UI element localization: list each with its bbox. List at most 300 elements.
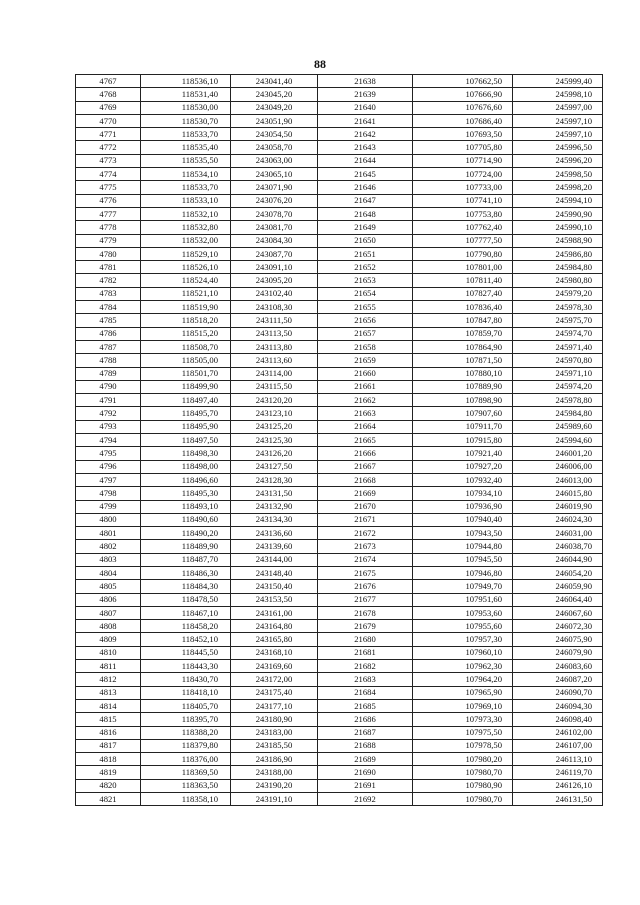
table-row	[76, 633, 603, 646]
table-row	[76, 434, 603, 447]
y-coordinate-cell-2: 246013,00	[513, 473, 603, 486]
x-coordinate-cell: 118532,10	[141, 207, 231, 220]
x-coordinate-cell-2: 107762,40	[413, 221, 513, 234]
x-coordinate-cell-2: 107859,70	[413, 327, 513, 340]
y-coordinate-cell: 243063,00	[231, 154, 318, 167]
x-coordinate-cell-2: 107978,50	[413, 739, 513, 752]
coordinates-table	[75, 74, 603, 806]
y-coordinate-cell: 243180,90	[231, 713, 318, 726]
x-coordinate-cell-2: 107705,80	[413, 141, 513, 154]
y-coordinate-cell: 243169,60	[231, 660, 318, 673]
point-number-cell-2: 21639	[318, 88, 413, 101]
y-coordinate-cell-2: 246075,90	[513, 633, 603, 646]
x-coordinate-cell: 118508,70	[141, 340, 231, 353]
x-coordinate-cell-2: 107949,70	[413, 580, 513, 593]
x-coordinate-cell: 118496,60	[141, 473, 231, 486]
point-number-cell-2: 21691	[318, 779, 413, 792]
x-coordinate-cell: 118495,90	[141, 420, 231, 433]
point-number-cell-2: 21671	[318, 513, 413, 526]
x-coordinate-cell-2: 107953,60	[413, 606, 513, 619]
point-number-cell-2: 21660	[318, 367, 413, 380]
x-coordinate-cell-2: 107946,80	[413, 566, 513, 579]
y-coordinate-cell: 243113,60	[231, 354, 318, 367]
y-coordinate-cell: 243144,00	[231, 553, 318, 566]
y-coordinate-cell: 243049,20	[231, 101, 318, 114]
point-number-cell-2: 21690	[318, 766, 413, 779]
y-coordinate-cell-2: 246131,50	[513, 793, 603, 806]
point-number-cell-2: 21689	[318, 753, 413, 766]
y-coordinate-cell-2: 246083,60	[513, 660, 603, 673]
point-number-cell-2: 21667	[318, 460, 413, 473]
point-number-cell-2: 21658	[318, 340, 413, 353]
table-row	[76, 620, 603, 633]
point-number-cell: 4800	[76, 513, 141, 526]
table-row	[76, 194, 603, 207]
table-row	[76, 487, 603, 500]
x-coordinate-cell-2: 107960,10	[413, 646, 513, 659]
table-row	[76, 221, 603, 234]
point-number-cell: 4808	[76, 620, 141, 633]
point-number-cell: 4796	[76, 460, 141, 473]
y-coordinate-cell: 243126,20	[231, 447, 318, 460]
x-coordinate-cell: 118535,50	[141, 154, 231, 167]
point-number-cell: 4777	[76, 207, 141, 220]
y-coordinate-cell-2: 245974,20	[513, 380, 603, 393]
x-coordinate-cell: 118395,70	[141, 713, 231, 726]
y-coordinate-cell-2: 246015,80	[513, 487, 603, 500]
point-number-cell: 4783	[76, 287, 141, 300]
page-number: 88	[314, 57, 326, 71]
y-coordinate-cell: 243120,20	[231, 394, 318, 407]
y-coordinate-cell: 243164,80	[231, 620, 318, 633]
y-coordinate-cell-2: 246072,30	[513, 620, 603, 633]
x-coordinate-cell: 118490,20	[141, 527, 231, 540]
x-coordinate-cell: 118358,10	[141, 793, 231, 806]
x-coordinate-cell: 118519,90	[141, 301, 231, 314]
table-row	[76, 660, 603, 673]
point-number-cell: 4810	[76, 646, 141, 659]
y-coordinate-cell-2: 245988,90	[513, 234, 603, 247]
y-coordinate-cell: 243102,40	[231, 287, 318, 300]
y-coordinate-cell: 243177,10	[231, 699, 318, 712]
x-coordinate-cell: 118363,50	[141, 779, 231, 792]
point-number-cell: 4790	[76, 380, 141, 393]
table-row	[76, 739, 603, 752]
point-number-cell-2: 21648	[318, 207, 413, 220]
y-coordinate-cell: 243188,00	[231, 766, 318, 779]
point-number-cell: 4774	[76, 168, 141, 181]
point-number-cell: 4789	[76, 367, 141, 380]
point-number-cell: 4785	[76, 314, 141, 327]
point-number-cell-2: 21651	[318, 247, 413, 260]
x-coordinate-cell: 118430,70	[141, 673, 231, 686]
x-coordinate-cell: 118505,00	[141, 354, 231, 367]
y-coordinate-cell: 243041,40	[231, 75, 318, 88]
point-number-cell: 4782	[76, 274, 141, 287]
y-coordinate-cell: 243132,90	[231, 500, 318, 513]
y-coordinate-cell: 243045,20	[231, 88, 318, 101]
y-coordinate-cell-2: 246087,20	[513, 673, 603, 686]
point-number-cell-2: 21644	[318, 154, 413, 167]
x-coordinate-cell: 118532,00	[141, 234, 231, 247]
y-coordinate-cell: 243081,70	[231, 221, 318, 234]
x-coordinate-cell: 118418,10	[141, 686, 231, 699]
x-coordinate-cell: 118369,50	[141, 766, 231, 779]
y-coordinate-cell: 243185,50	[231, 739, 318, 752]
x-coordinate-cell: 118533,70	[141, 128, 231, 141]
point-number-cell: 4804	[76, 566, 141, 579]
table-row	[76, 753, 603, 766]
point-number-cell: 4773	[76, 154, 141, 167]
table-row	[76, 646, 603, 659]
table-row	[76, 101, 603, 114]
point-number-cell-2: 21656	[318, 314, 413, 327]
table-row	[76, 606, 603, 619]
y-coordinate-cell-2: 246126,10	[513, 779, 603, 792]
y-coordinate-cell: 243134,30	[231, 513, 318, 526]
table-row	[76, 247, 603, 260]
x-coordinate-cell-2: 107847,80	[413, 314, 513, 327]
y-coordinate-cell-2: 246098,40	[513, 713, 603, 726]
y-coordinate-cell: 243128,30	[231, 473, 318, 486]
x-coordinate-cell: 118489,90	[141, 540, 231, 553]
table-row	[76, 500, 603, 513]
point-number-cell: 4767	[76, 75, 141, 88]
x-coordinate-cell-2: 107714,90	[413, 154, 513, 167]
y-coordinate-cell: 243113,80	[231, 340, 318, 353]
table-row	[76, 793, 603, 806]
x-coordinate-cell: 118521,10	[141, 287, 231, 300]
y-coordinate-cell-2: 246031,00	[513, 527, 603, 540]
y-coordinate-cell-2: 245990,10	[513, 221, 603, 234]
x-coordinate-cell-2: 107936,90	[413, 500, 513, 513]
x-coordinate-cell: 118443,30	[141, 660, 231, 673]
table-row	[76, 168, 603, 181]
y-coordinate-cell-2: 245997,00	[513, 101, 603, 114]
y-coordinate-cell: 243136,60	[231, 527, 318, 540]
point-number-cell: 4793	[76, 420, 141, 433]
x-coordinate-cell-2: 107975,50	[413, 726, 513, 739]
x-coordinate-cell-2: 107921,40	[413, 447, 513, 460]
point-number-cell-2: 21672	[318, 527, 413, 540]
table-body	[76, 75, 603, 806]
point-number-cell: 4797	[76, 473, 141, 486]
table-row	[76, 460, 603, 473]
point-number-cell-2: 21679	[318, 620, 413, 633]
y-coordinate-cell: 243076,20	[231, 194, 318, 207]
y-coordinate-cell: 243183,00	[231, 726, 318, 739]
y-coordinate-cell: 243148,40	[231, 566, 318, 579]
table-row	[76, 380, 603, 393]
y-coordinate-cell-2: 245999,40	[513, 75, 603, 88]
y-coordinate-cell-2: 246119,70	[513, 766, 603, 779]
point-number-cell-2: 21664	[318, 420, 413, 433]
point-number-cell-2: 21682	[318, 660, 413, 673]
point-number-cell: 4812	[76, 673, 141, 686]
table-row	[76, 699, 603, 712]
x-coordinate-cell-2: 107811,40	[413, 274, 513, 287]
y-coordinate-cell-2: 246054,20	[513, 566, 603, 579]
x-coordinate-cell: 118498,00	[141, 460, 231, 473]
table-row	[76, 141, 603, 154]
x-coordinate-cell-2: 107733,00	[413, 181, 513, 194]
y-coordinate-cell: 243125,30	[231, 434, 318, 447]
point-number-cell-2: 21645	[318, 168, 413, 181]
table-row	[76, 527, 603, 540]
table-row	[76, 128, 603, 141]
y-coordinate-cell: 243127,50	[231, 460, 318, 473]
table-row	[76, 580, 603, 593]
x-coordinate-cell-2: 107964,20	[413, 673, 513, 686]
y-coordinate-cell-2: 245997,10	[513, 114, 603, 127]
point-number-cell-2: 21677	[318, 593, 413, 606]
table-row	[76, 566, 603, 579]
x-coordinate-cell: 118535,40	[141, 141, 231, 154]
x-coordinate-cell-2: 107973,30	[413, 713, 513, 726]
x-coordinate-cell: 118526,10	[141, 261, 231, 274]
x-coordinate-cell-2: 107777,50	[413, 234, 513, 247]
x-coordinate-cell: 118524,40	[141, 274, 231, 287]
point-number-cell: 4801	[76, 527, 141, 540]
y-coordinate-cell: 243054,50	[231, 128, 318, 141]
point-number-cell: 4794	[76, 434, 141, 447]
table-row	[76, 234, 603, 247]
table-row	[76, 593, 603, 606]
x-coordinate-cell-2: 107980,70	[413, 766, 513, 779]
y-coordinate-cell-2: 245997,10	[513, 128, 603, 141]
point-number-cell-2: 21653	[318, 274, 413, 287]
x-coordinate-cell: 118497,50	[141, 434, 231, 447]
y-coordinate-cell: 243139,60	[231, 540, 318, 553]
x-coordinate-cell: 118379,80	[141, 739, 231, 752]
point-number-cell: 4805	[76, 580, 141, 593]
y-coordinate-cell-2: 245998,20	[513, 181, 603, 194]
point-number-cell: 4817	[76, 739, 141, 752]
point-number-cell-2: 21666	[318, 447, 413, 460]
y-coordinate-cell-2: 246102,00	[513, 726, 603, 739]
y-coordinate-cell-2: 246067,60	[513, 606, 603, 619]
table-row	[76, 513, 603, 526]
x-coordinate-cell-2: 107662,50	[413, 75, 513, 88]
x-coordinate-cell-2: 107943,50	[413, 527, 513, 540]
table-row	[76, 181, 603, 194]
y-coordinate-cell-2: 245970,80	[513, 354, 603, 367]
x-coordinate-cell-2: 107790,80	[413, 247, 513, 260]
y-coordinate-cell-2: 246044,90	[513, 553, 603, 566]
point-number-cell: 4818	[76, 753, 141, 766]
table-row	[76, 713, 603, 726]
point-number-cell: 4814	[76, 699, 141, 712]
y-coordinate-cell-2: 245975,70	[513, 314, 603, 327]
table-row	[76, 287, 603, 300]
y-coordinate-cell-2: 245998,50	[513, 168, 603, 181]
y-coordinate-cell: 243071,90	[231, 181, 318, 194]
x-coordinate-cell-2: 107836,40	[413, 301, 513, 314]
point-number-cell: 4811	[76, 660, 141, 673]
y-coordinate-cell-2: 246038,70	[513, 540, 603, 553]
x-coordinate-cell-2: 107934,10	[413, 487, 513, 500]
y-coordinate-cell: 243115,50	[231, 380, 318, 393]
point-number-cell: 4779	[76, 234, 141, 247]
table-row	[76, 367, 603, 380]
y-coordinate-cell: 243168,10	[231, 646, 318, 659]
point-number-cell: 4795	[76, 447, 141, 460]
y-coordinate-cell: 243051,90	[231, 114, 318, 127]
point-number-cell: 4816	[76, 726, 141, 739]
x-coordinate-cell: 118388,20	[141, 726, 231, 739]
point-number-cell: 4802	[76, 540, 141, 553]
y-coordinate-cell: 243191,10	[231, 793, 318, 806]
point-number-cell-2: 21680	[318, 633, 413, 646]
y-coordinate-cell: 243186,90	[231, 753, 318, 766]
point-number-cell-2: 21652	[318, 261, 413, 274]
x-coordinate-cell-2: 107693,50	[413, 128, 513, 141]
y-coordinate-cell-2: 246064,40	[513, 593, 603, 606]
table-row	[76, 327, 603, 340]
y-coordinate-cell-2: 246090,70	[513, 686, 603, 699]
x-coordinate-cell: 118518,20	[141, 314, 231, 327]
point-number-cell-2: 21692	[318, 793, 413, 806]
y-coordinate-cell-2: 245980,80	[513, 274, 603, 287]
table-row	[76, 686, 603, 699]
point-number-cell-2: 21675	[318, 566, 413, 579]
table-row	[76, 314, 603, 327]
y-coordinate-cell-2: 245974,70	[513, 327, 603, 340]
table-row	[76, 553, 603, 566]
x-coordinate-cell: 118467,10	[141, 606, 231, 619]
x-coordinate-cell-2: 107871,50	[413, 354, 513, 367]
x-coordinate-cell-2: 107898,90	[413, 394, 513, 407]
y-coordinate-cell: 243108,30	[231, 301, 318, 314]
x-coordinate-cell-2: 107686,40	[413, 114, 513, 127]
x-coordinate-cell-2: 107980,90	[413, 779, 513, 792]
point-number-cell: 4806	[76, 593, 141, 606]
x-coordinate-cell: 118515,20	[141, 327, 231, 340]
point-number-cell: 4821	[76, 793, 141, 806]
x-coordinate-cell: 118484,30	[141, 580, 231, 593]
point-number-cell-2: 21688	[318, 739, 413, 752]
point-number-cell-2: 21643	[318, 141, 413, 154]
point-number-cell: 4787	[76, 340, 141, 353]
y-coordinate-cell-2: 245971,40	[513, 340, 603, 353]
x-coordinate-cell-2: 107915,80	[413, 434, 513, 447]
point-number-cell-2: 21640	[318, 101, 413, 114]
point-number-cell: 4772	[76, 141, 141, 154]
x-coordinate-cell-2: 107741,10	[413, 194, 513, 207]
point-number-cell-2: 21687	[318, 726, 413, 739]
x-coordinate-cell-2: 107980,20	[413, 753, 513, 766]
y-coordinate-cell-2: 246094,30	[513, 699, 603, 712]
point-number-cell-2: 21683	[318, 673, 413, 686]
point-number-cell: 4815	[76, 713, 141, 726]
point-number-cell-2: 21665	[318, 434, 413, 447]
y-coordinate-cell-2: 246001,20	[513, 447, 603, 460]
table-row	[76, 340, 603, 353]
y-coordinate-cell-2: 246079,90	[513, 646, 603, 659]
x-coordinate-cell-2: 107907,60	[413, 407, 513, 420]
x-coordinate-cell: 118534,10	[141, 168, 231, 181]
y-coordinate-cell-2: 245996,20	[513, 154, 603, 167]
x-coordinate-cell-2: 107932,40	[413, 473, 513, 486]
point-number-cell-2: 21649	[318, 221, 413, 234]
y-coordinate-cell-2: 245984,80	[513, 407, 603, 420]
table-row	[76, 75, 603, 88]
y-coordinate-cell-2: 245990,90	[513, 207, 603, 220]
x-coordinate-cell-2: 107927,20	[413, 460, 513, 473]
point-number-cell: 4770	[76, 114, 141, 127]
table-row	[76, 726, 603, 739]
point-number-cell-2: 21663	[318, 407, 413, 420]
table-row	[76, 394, 603, 407]
y-coordinate-cell-2: 245994,10	[513, 194, 603, 207]
x-coordinate-cell-2: 107944,80	[413, 540, 513, 553]
y-coordinate-cell-2: 245989,60	[513, 420, 603, 433]
x-coordinate-cell-2: 107864,90	[413, 340, 513, 353]
x-coordinate-cell-2: 107957,30	[413, 633, 513, 646]
y-coordinate-cell-2: 246019,90	[513, 500, 603, 513]
table-row	[76, 274, 603, 287]
x-coordinate-cell: 118495,30	[141, 487, 231, 500]
table-row	[76, 766, 603, 779]
table-row	[76, 473, 603, 486]
point-number-cell-2: 21655	[318, 301, 413, 314]
point-number-cell: 4809	[76, 633, 141, 646]
point-number-cell-2: 21641	[318, 114, 413, 127]
x-coordinate-cell-2: 107980,70	[413, 793, 513, 806]
x-coordinate-cell: 118405,70	[141, 699, 231, 712]
point-number-cell: 4775	[76, 181, 141, 194]
point-number-cell: 4788	[76, 354, 141, 367]
x-coordinate-cell-2: 107801,00	[413, 261, 513, 274]
x-coordinate-cell: 118495,70	[141, 407, 231, 420]
x-coordinate-cell: 118487,70	[141, 553, 231, 566]
x-coordinate-cell: 118529,10	[141, 247, 231, 260]
table-row	[76, 540, 603, 553]
table-row	[76, 261, 603, 274]
x-coordinate-cell: 118478,50	[141, 593, 231, 606]
y-coordinate-cell: 243084,30	[231, 234, 318, 247]
point-number-cell-2: 21657	[318, 327, 413, 340]
y-coordinate-cell-2: 245984,80	[513, 261, 603, 274]
point-number-cell-2: 21669	[318, 487, 413, 500]
x-coordinate-cell: 118493,10	[141, 500, 231, 513]
y-coordinate-cell-2: 245986,80	[513, 247, 603, 260]
point-number-cell: 4771	[76, 128, 141, 141]
x-coordinate-cell-2: 107965,90	[413, 686, 513, 699]
y-coordinate-cell-2: 245996,50	[513, 141, 603, 154]
y-coordinate-cell: 243123,10	[231, 407, 318, 420]
x-coordinate-cell-2: 107666,90	[413, 88, 513, 101]
table-row	[76, 420, 603, 433]
x-coordinate-cell: 118530,70	[141, 114, 231, 127]
x-coordinate-cell-2: 107940,40	[413, 513, 513, 526]
point-number-cell: 4791	[76, 394, 141, 407]
y-coordinate-cell: 243058,70	[231, 141, 318, 154]
y-coordinate-cell-2: 246113,10	[513, 753, 603, 766]
table-row	[76, 207, 603, 220]
point-number-cell: 4798	[76, 487, 141, 500]
x-coordinate-cell: 118458,20	[141, 620, 231, 633]
x-coordinate-cell: 118530,00	[141, 101, 231, 114]
y-coordinate-cell-2: 245994,60	[513, 434, 603, 447]
y-coordinate-cell: 243172,00	[231, 673, 318, 686]
x-coordinate-cell-2: 107753,80	[413, 207, 513, 220]
point-number-cell-2: 21646	[318, 181, 413, 194]
table-row	[76, 779, 603, 792]
x-coordinate-cell-2: 107676,60	[413, 101, 513, 114]
y-coordinate-cell: 243065,10	[231, 168, 318, 181]
point-number-cell: 4781	[76, 261, 141, 274]
